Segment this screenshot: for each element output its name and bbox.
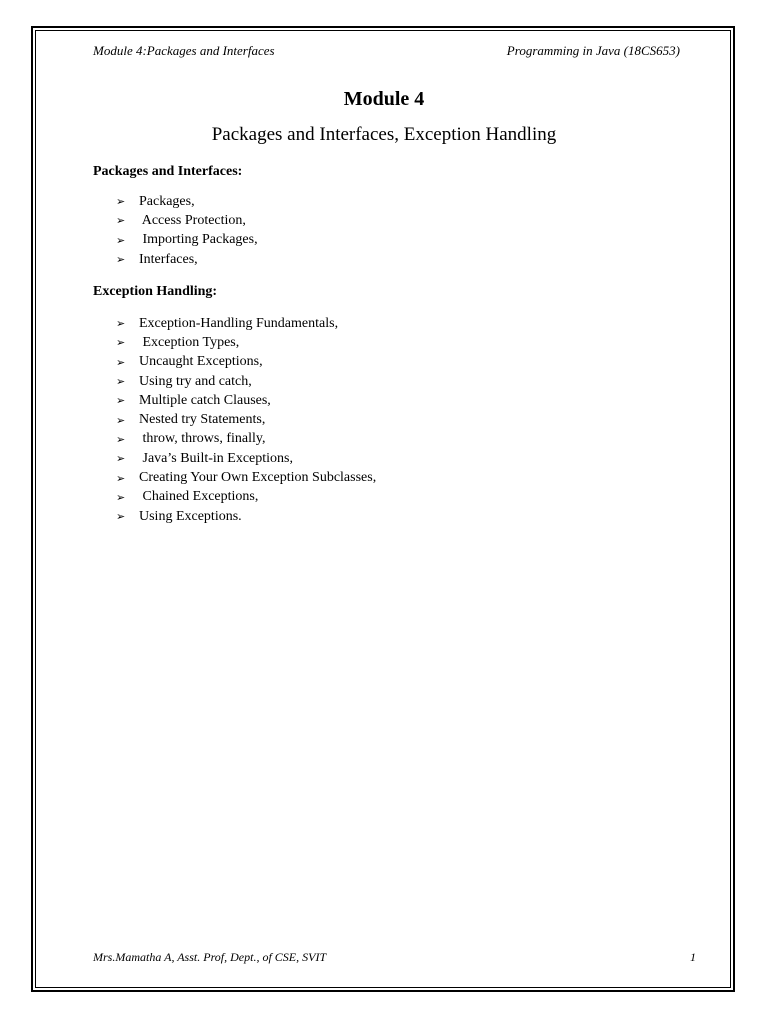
page-subtitle: Packages and Interfaces, Exception Handling — [211, 124, 557, 145]
list-item — [116, 211, 258, 230]
list-item — [116, 250, 258, 269]
list-item-text: Interfaces, — [139, 251, 198, 267]
list-item-text: Exception Types, — [139, 334, 240, 350]
arrow-bullet-icon: ➢ — [116, 453, 126, 466]
section-heading-exception-handling: Exception Handling: — [93, 284, 218, 299]
arrow-bullet-icon: ➢ — [116, 215, 126, 228]
arrow-bullet-icon: ➢ — [116, 196, 126, 209]
arrow-bullet-icon: ➢ — [116, 414, 126, 427]
header-course-title: Programming in Java (18CS653) — [506, 43, 680, 58]
list-item-text: Uncaught Exceptions, — [139, 354, 263, 370]
bullet-list-exceptions — [116, 314, 376, 526]
list-item-text: Using Exceptions. — [139, 508, 242, 524]
list-item-text: throw, throws, finally, — [139, 431, 266, 447]
arrow-bullet-icon: ➢ — [116, 491, 126, 504]
list-item — [116, 353, 376, 372]
header-module-title: Module 4:Packages and Interfaces — [93, 43, 275, 58]
list-item-text: Multiple catch Clauses, — [139, 392, 271, 408]
arrow-bullet-icon: ➢ — [116, 337, 126, 350]
list-item — [116, 410, 376, 429]
list-item-text: Chained Exceptions, — [139, 489, 259, 505]
list-item — [116, 488, 376, 507]
list-item — [116, 391, 376, 410]
arrow-bullet-icon: ➢ — [116, 395, 126, 408]
list-item-text: Exception-Handling Fundamentals, — [139, 315, 339, 331]
list-item-text: Access Protection, — [139, 212, 246, 228]
list-item-text: Java’s Built-in Exceptions, — [139, 450, 293, 466]
arrow-bullet-icon: ➢ — [116, 356, 126, 369]
list-item — [116, 468, 376, 487]
list-item — [116, 372, 376, 391]
list-item — [116, 449, 376, 468]
list-item — [116, 231, 258, 250]
list-item — [116, 430, 376, 449]
arrow-bullet-icon: ➢ — [116, 472, 126, 485]
arrow-bullet-icon: ➢ — [116, 376, 126, 389]
section-heading-packages: Packages and Interfaces: — [93, 164, 243, 179]
list-item-text: Packages, — [139, 193, 195, 209]
list-item-text: Using try and catch, — [139, 373, 252, 389]
footer-page-number: 1 — [690, 950, 696, 964]
list-item-text: Nested try Statements, — [139, 412, 266, 428]
list-item-text: Creating Your Own Exception Subclasses, — [139, 470, 377, 486]
list-item — [116, 192, 258, 211]
list-item-text: Importing Packages, — [139, 232, 258, 248]
arrow-bullet-icon: ➢ — [116, 433, 126, 446]
arrow-bullet-icon: ➢ — [116, 254, 126, 267]
bullet-list-packages — [116, 192, 258, 269]
list-item — [116, 314, 376, 333]
arrow-bullet-icon: ➢ — [116, 234, 126, 247]
list-item — [116, 333, 376, 352]
arrow-bullet-icon: ➢ — [116, 511, 126, 524]
page-title: Module 4 — [343, 88, 425, 110]
footer-author: Mrs.Mamatha A, Asst. Prof, Dept., of CSE, SVIT — [93, 950, 327, 964]
arrow-bullet-icon: ➢ — [116, 318, 126, 331]
list-item — [116, 507, 376, 526]
